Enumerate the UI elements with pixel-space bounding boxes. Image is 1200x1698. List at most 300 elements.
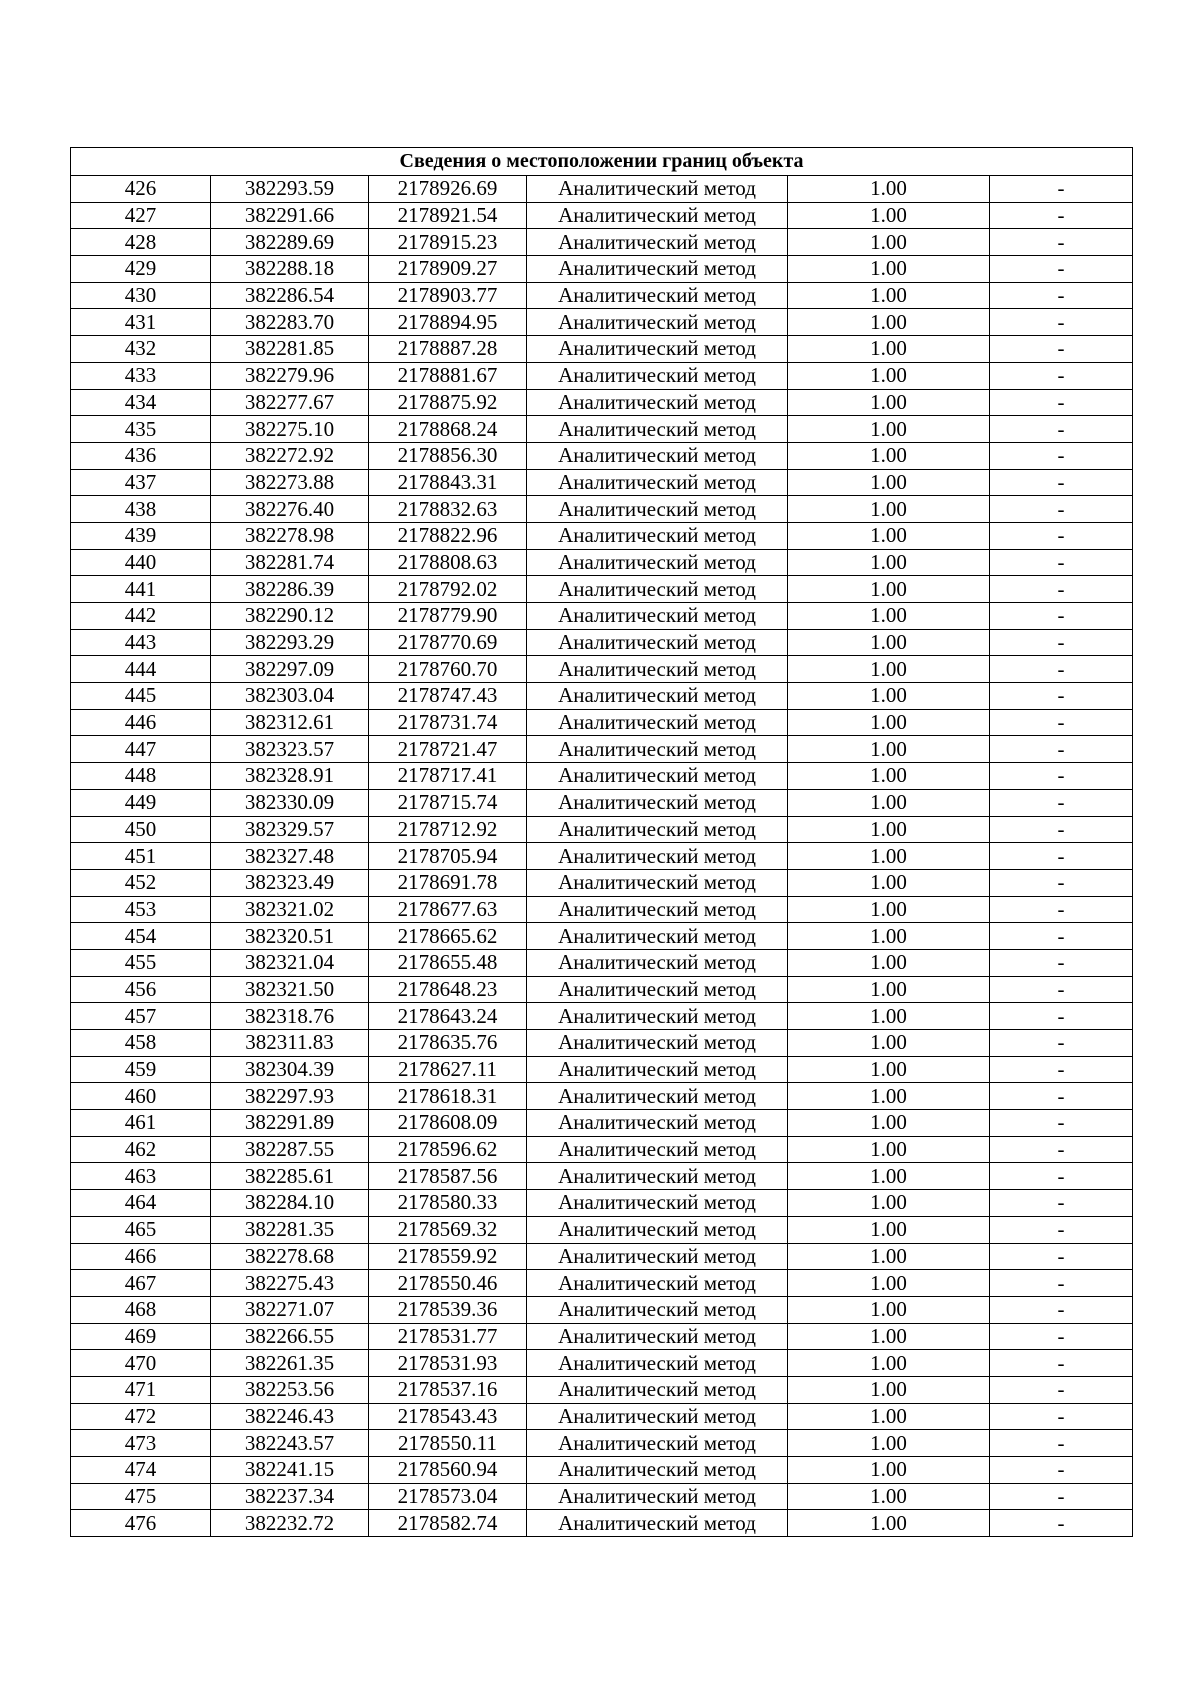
y-coordinate-cell: 2178618.31: [369, 1083, 527, 1110]
description-cell: -: [990, 683, 1133, 710]
method-cell: Аналитический метод: [527, 656, 788, 683]
table-row: [71, 176, 1133, 203]
x-coordinate-cell: 382320.51: [211, 923, 369, 950]
table-row: [71, 736, 1133, 763]
table-title: Сведения о местоположении границ объекта: [71, 148, 1133, 176]
method-cell: Аналитический метод: [527, 549, 788, 576]
description-cell: -: [990, 1216, 1133, 1243]
method-cell: Аналитический метод: [527, 949, 788, 976]
description-cell: -: [990, 1296, 1133, 1323]
y-coordinate-cell: 2178822.96: [369, 522, 527, 549]
y-coordinate-cell: 2178569.32: [369, 1216, 527, 1243]
accuracy-cell: 1.00: [788, 1003, 990, 1030]
x-coordinate-cell: 382237.34: [211, 1483, 369, 1510]
point-number-cell: 438: [71, 496, 211, 523]
point-number-cell: 468: [71, 1296, 211, 1323]
accuracy-cell: 1.00: [788, 1110, 990, 1137]
y-coordinate-cell: 2178887.28: [369, 336, 527, 363]
point-number-cell: 461: [71, 1110, 211, 1137]
method-cell: Аналитический метод: [527, 923, 788, 950]
y-coordinate-cell: 2178531.77: [369, 1323, 527, 1350]
description-cell: -: [990, 256, 1133, 283]
accuracy-cell: 1.00: [788, 763, 990, 790]
description-cell: -: [990, 469, 1133, 496]
method-cell: Аналитический метод: [527, 603, 788, 630]
method-cell: Аналитический метод: [527, 1323, 788, 1350]
method-cell: Аналитический метод: [527, 176, 788, 203]
accuracy-cell: 1.00: [788, 282, 990, 309]
table-row: [71, 1056, 1133, 1083]
method-cell: Аналитический метод: [527, 1350, 788, 1377]
x-coordinate-cell: 382291.89: [211, 1110, 369, 1137]
accuracy-cell: 1.00: [788, 843, 990, 870]
table-row: [71, 496, 1133, 523]
description-cell: -: [990, 549, 1133, 576]
table-row: [71, 1270, 1133, 1297]
accuracy-cell: 1.00: [788, 603, 990, 630]
accuracy-cell: 1.00: [788, 976, 990, 1003]
point-number-cell: 432: [71, 336, 211, 363]
method-cell: Аналитический метод: [527, 629, 788, 656]
description-cell: -: [990, 309, 1133, 336]
x-coordinate-cell: 382272.92: [211, 442, 369, 469]
table-row: [71, 603, 1133, 630]
point-number-cell: 454: [71, 923, 211, 950]
description-cell: -: [990, 816, 1133, 843]
description-cell: -: [990, 229, 1133, 256]
point-number-cell: 464: [71, 1190, 211, 1217]
x-coordinate-cell: 382329.57: [211, 816, 369, 843]
method-cell: Аналитический метод: [527, 1457, 788, 1484]
accuracy-cell: 1.00: [788, 336, 990, 363]
description-cell: -: [990, 1110, 1133, 1137]
table-row: [71, 1323, 1133, 1350]
table-row: [71, 576, 1133, 603]
y-coordinate-cell: 2178770.69: [369, 629, 527, 656]
method-cell: Аналитический метод: [527, 389, 788, 416]
y-coordinate-cell: 2178550.46: [369, 1270, 527, 1297]
point-number-cell: 453: [71, 896, 211, 923]
boundary-coordinates-table: [70, 147, 1133, 1537]
table-row: [71, 282, 1133, 309]
x-coordinate-cell: 382321.04: [211, 949, 369, 976]
description-cell: -: [990, 656, 1133, 683]
table-row: [71, 949, 1133, 976]
accuracy-cell: 1.00: [788, 469, 990, 496]
accuracy-cell: 1.00: [788, 229, 990, 256]
x-coordinate-cell: 382330.09: [211, 789, 369, 816]
y-coordinate-cell: 2178909.27: [369, 256, 527, 283]
point-number-cell: 428: [71, 229, 211, 256]
description-cell: -: [990, 416, 1133, 443]
point-number-cell: 433: [71, 362, 211, 389]
table-row: [71, 1030, 1133, 1057]
accuracy-cell: 1.00: [788, 1243, 990, 1270]
y-coordinate-cell: 2178537.16: [369, 1376, 527, 1403]
point-number-cell: 474: [71, 1457, 211, 1484]
y-coordinate-cell: 2178747.43: [369, 683, 527, 710]
table-row: [71, 843, 1133, 870]
x-coordinate-cell: 382321.50: [211, 976, 369, 1003]
description-cell: -: [990, 629, 1133, 656]
accuracy-cell: 1.00: [788, 1430, 990, 1457]
x-coordinate-cell: 382286.39: [211, 576, 369, 603]
point-number-cell: 426: [71, 176, 211, 203]
description-cell: -: [990, 1483, 1133, 1510]
method-cell: Аналитический метод: [527, 282, 788, 309]
point-number-cell: 451: [71, 843, 211, 870]
description-cell: -: [990, 869, 1133, 896]
y-coordinate-cell: 2178550.11: [369, 1430, 527, 1457]
point-number-cell: 460: [71, 1083, 211, 1110]
point-number-cell: 469: [71, 1323, 211, 1350]
accuracy-cell: 1.00: [788, 1190, 990, 1217]
method-cell: Аналитический метод: [527, 1430, 788, 1457]
table-row: [71, 1083, 1133, 1110]
y-coordinate-cell: 2178608.09: [369, 1110, 527, 1137]
description-cell: -: [990, 282, 1133, 309]
table-row: [71, 309, 1133, 336]
method-cell: Аналитический метод: [527, 816, 788, 843]
accuracy-cell: 1.00: [788, 389, 990, 416]
table-title-row: [71, 148, 1133, 176]
table-body: [71, 176, 1133, 1537]
description-cell: -: [990, 1430, 1133, 1457]
table-row: [71, 469, 1133, 496]
y-coordinate-cell: 2178832.63: [369, 496, 527, 523]
point-number-cell: 442: [71, 603, 211, 630]
accuracy-cell: 1.00: [788, 1136, 990, 1163]
table-row: [71, 683, 1133, 710]
point-number-cell: 467: [71, 1270, 211, 1297]
description-cell: -: [990, 362, 1133, 389]
table-row: [71, 1243, 1133, 1270]
x-coordinate-cell: 382290.12: [211, 603, 369, 630]
x-coordinate-cell: 382284.10: [211, 1190, 369, 1217]
y-coordinate-cell: 2178665.62: [369, 923, 527, 950]
point-number-cell: 471: [71, 1376, 211, 1403]
accuracy-cell: 1.00: [788, 709, 990, 736]
y-coordinate-cell: 2178677.63: [369, 896, 527, 923]
description-cell: -: [990, 1083, 1133, 1110]
x-coordinate-cell: 382275.43: [211, 1270, 369, 1297]
description-cell: -: [990, 843, 1133, 870]
x-coordinate-cell: 382271.07: [211, 1296, 369, 1323]
description-cell: -: [990, 603, 1133, 630]
method-cell: Аналитический метод: [527, 416, 788, 443]
y-coordinate-cell: 2178643.24: [369, 1003, 527, 1030]
point-number-cell: 436: [71, 442, 211, 469]
x-coordinate-cell: 382275.10: [211, 416, 369, 443]
x-coordinate-cell: 382277.67: [211, 389, 369, 416]
y-coordinate-cell: 2178875.92: [369, 389, 527, 416]
point-number-cell: 475: [71, 1483, 211, 1510]
method-cell: Аналитический метод: [527, 1510, 788, 1537]
accuracy-cell: 1.00: [788, 442, 990, 469]
y-coordinate-cell: 2178655.48: [369, 949, 527, 976]
y-coordinate-cell: 2178635.76: [369, 1030, 527, 1057]
table-row: [71, 789, 1133, 816]
description-cell: -: [990, 1323, 1133, 1350]
accuracy-cell: 1.00: [788, 816, 990, 843]
description-cell: -: [990, 1270, 1133, 1297]
method-cell: Аналитический метод: [527, 1296, 788, 1323]
accuracy-cell: 1.00: [788, 629, 990, 656]
table-row: [71, 416, 1133, 443]
table-row: [71, 1430, 1133, 1457]
method-cell: Аналитический метод: [527, 309, 788, 336]
table-row: [71, 869, 1133, 896]
accuracy-cell: 1.00: [788, 362, 990, 389]
x-coordinate-cell: 382286.54: [211, 282, 369, 309]
description-cell: -: [990, 389, 1133, 416]
method-cell: Аналитический метод: [527, 362, 788, 389]
y-coordinate-cell: 2178715.74: [369, 789, 527, 816]
table-row: [71, 763, 1133, 790]
table-row: [71, 229, 1133, 256]
x-coordinate-cell: 382232.72: [211, 1510, 369, 1537]
y-coordinate-cell: 2178587.56: [369, 1163, 527, 1190]
table-row: [71, 1136, 1133, 1163]
point-number-cell: 431: [71, 309, 211, 336]
point-number-cell: 465: [71, 1216, 211, 1243]
method-cell: Аналитический метод: [527, 683, 788, 710]
method-cell: Аналитический метод: [527, 1243, 788, 1270]
method-cell: Аналитический метод: [527, 1030, 788, 1057]
x-coordinate-cell: 382321.02: [211, 896, 369, 923]
y-coordinate-cell: 2178856.30: [369, 442, 527, 469]
point-number-cell: 476: [71, 1510, 211, 1537]
x-coordinate-cell: 382278.68: [211, 1243, 369, 1270]
description-cell: -: [990, 176, 1133, 203]
x-coordinate-cell: 382281.74: [211, 549, 369, 576]
method-cell: Аналитический метод: [527, 1003, 788, 1030]
description-cell: -: [990, 789, 1133, 816]
x-coordinate-cell: 382241.15: [211, 1457, 369, 1484]
y-coordinate-cell: 2178543.43: [369, 1403, 527, 1430]
method-cell: Аналитический метод: [527, 896, 788, 923]
method-cell: Аналитический метод: [527, 1136, 788, 1163]
method-cell: Аналитический метод: [527, 1190, 788, 1217]
y-coordinate-cell: 2178717.41: [369, 763, 527, 790]
table-row: [71, 1376, 1133, 1403]
point-number-cell: 441: [71, 576, 211, 603]
method-cell: Аналитический метод: [527, 202, 788, 229]
table-row: [71, 442, 1133, 469]
x-coordinate-cell: 382243.57: [211, 1430, 369, 1457]
description-cell: -: [990, 202, 1133, 229]
point-number-cell: 452: [71, 869, 211, 896]
accuracy-cell: 1.00: [788, 1216, 990, 1243]
x-coordinate-cell: 382253.56: [211, 1376, 369, 1403]
table-row: [71, 549, 1133, 576]
y-coordinate-cell: 2178573.04: [369, 1483, 527, 1510]
y-coordinate-cell: 2178539.36: [369, 1296, 527, 1323]
table-row: [71, 1483, 1133, 1510]
y-coordinate-cell: 2178881.67: [369, 362, 527, 389]
point-number-cell: 440: [71, 549, 211, 576]
x-coordinate-cell: 382327.48: [211, 843, 369, 870]
description-cell: -: [990, 1510, 1133, 1537]
table-row: [71, 629, 1133, 656]
method-cell: Аналитический метод: [527, 869, 788, 896]
x-coordinate-cell: 382293.29: [211, 629, 369, 656]
x-coordinate-cell: 382266.55: [211, 1323, 369, 1350]
method-cell: Аналитический метод: [527, 256, 788, 283]
description-cell: -: [990, 923, 1133, 950]
x-coordinate-cell: 382281.85: [211, 336, 369, 363]
y-coordinate-cell: 2178894.95: [369, 309, 527, 336]
point-number-cell: 427: [71, 202, 211, 229]
table-row: [71, 1457, 1133, 1484]
point-number-cell: 448: [71, 763, 211, 790]
description-cell: -: [990, 496, 1133, 523]
table-row: [71, 1163, 1133, 1190]
x-coordinate-cell: 382297.93: [211, 1083, 369, 1110]
x-coordinate-cell: 382312.61: [211, 709, 369, 736]
point-number-cell: 445: [71, 683, 211, 710]
y-coordinate-cell: 2178705.94: [369, 843, 527, 870]
accuracy-cell: 1.00: [788, 522, 990, 549]
y-coordinate-cell: 2178921.54: [369, 202, 527, 229]
x-coordinate-cell: 382311.83: [211, 1030, 369, 1057]
table-row: [71, 389, 1133, 416]
point-number-cell: 473: [71, 1430, 211, 1457]
y-coordinate-cell: 2178903.77: [369, 282, 527, 309]
x-coordinate-cell: 382285.61: [211, 1163, 369, 1190]
accuracy-cell: 1.00: [788, 1270, 990, 1297]
description-cell: -: [990, 336, 1133, 363]
method-cell: Аналитический метод: [527, 1110, 788, 1137]
y-coordinate-cell: 2178712.92: [369, 816, 527, 843]
point-number-cell: 472: [71, 1403, 211, 1430]
y-coordinate-cell: 2178926.69: [369, 176, 527, 203]
point-number-cell: 462: [71, 1136, 211, 1163]
table-row: [71, 1296, 1133, 1323]
method-cell: Аналитический метод: [527, 1270, 788, 1297]
description-cell: -: [990, 576, 1133, 603]
description-cell: -: [990, 442, 1133, 469]
x-coordinate-cell: 382278.98: [211, 522, 369, 549]
description-cell: -: [990, 1163, 1133, 1190]
accuracy-cell: 1.00: [788, 1323, 990, 1350]
table-row: [71, 256, 1133, 283]
x-coordinate-cell: 382291.66: [211, 202, 369, 229]
x-coordinate-cell: 382287.55: [211, 1136, 369, 1163]
x-coordinate-cell: 382276.40: [211, 496, 369, 523]
point-number-cell: 434: [71, 389, 211, 416]
accuracy-cell: 1.00: [788, 656, 990, 683]
x-coordinate-cell: 382318.76: [211, 1003, 369, 1030]
method-cell: Аналитический метод: [527, 789, 788, 816]
method-cell: Аналитический метод: [527, 1163, 788, 1190]
x-coordinate-cell: 382273.88: [211, 469, 369, 496]
description-cell: -: [990, 709, 1133, 736]
point-number-cell: 463: [71, 1163, 211, 1190]
point-number-cell: 443: [71, 629, 211, 656]
table-row: [71, 1510, 1133, 1537]
accuracy-cell: 1.00: [788, 1163, 990, 1190]
accuracy-cell: 1.00: [788, 789, 990, 816]
y-coordinate-cell: 2178596.62: [369, 1136, 527, 1163]
table-row: [71, 362, 1133, 389]
point-number-cell: 457: [71, 1003, 211, 1030]
point-number-cell: 459: [71, 1056, 211, 1083]
point-number-cell: 444: [71, 656, 211, 683]
accuracy-cell: 1.00: [788, 549, 990, 576]
description-cell: -: [990, 1350, 1133, 1377]
table-row: [71, 1003, 1133, 1030]
accuracy-cell: 1.00: [788, 496, 990, 523]
y-coordinate-cell: 2178560.94: [369, 1457, 527, 1484]
accuracy-cell: 1.00: [788, 256, 990, 283]
method-cell: Аналитический метод: [527, 976, 788, 1003]
method-cell: Аналитический метод: [527, 496, 788, 523]
accuracy-cell: 1.00: [788, 416, 990, 443]
point-number-cell: 429: [71, 256, 211, 283]
y-coordinate-cell: 2178779.90: [369, 603, 527, 630]
method-cell: Аналитический метод: [527, 336, 788, 363]
accuracy-cell: 1.00: [788, 1296, 990, 1323]
table-row: [71, 709, 1133, 736]
x-coordinate-cell: 382303.04: [211, 683, 369, 710]
y-coordinate-cell: 2178582.74: [369, 1510, 527, 1537]
point-number-cell: 455: [71, 949, 211, 976]
description-cell: -: [990, 1457, 1133, 1484]
description-cell: -: [990, 896, 1133, 923]
y-coordinate-cell: 2178691.78: [369, 869, 527, 896]
point-number-cell: 439: [71, 522, 211, 549]
method-cell: Аналитический метод: [527, 1403, 788, 1430]
accuracy-cell: 1.00: [788, 1510, 990, 1537]
x-coordinate-cell: 382297.09: [211, 656, 369, 683]
accuracy-cell: 1.00: [788, 1376, 990, 1403]
description-cell: -: [990, 1376, 1133, 1403]
method-cell: Аналитический метод: [527, 1216, 788, 1243]
description-cell: -: [990, 1136, 1133, 1163]
accuracy-cell: 1.00: [788, 1457, 990, 1484]
x-coordinate-cell: 382283.70: [211, 309, 369, 336]
point-number-cell: 456: [71, 976, 211, 1003]
y-coordinate-cell: 2178731.74: [369, 709, 527, 736]
point-number-cell: 449: [71, 789, 211, 816]
accuracy-cell: 1.00: [788, 736, 990, 763]
accuracy-cell: 1.00: [788, 1350, 990, 1377]
y-coordinate-cell: 2178808.63: [369, 549, 527, 576]
accuracy-cell: 1.00: [788, 683, 990, 710]
y-coordinate-cell: 2178648.23: [369, 976, 527, 1003]
table-row: [71, 1190, 1133, 1217]
y-coordinate-cell: 2178559.92: [369, 1243, 527, 1270]
table-row: [71, 1216, 1133, 1243]
description-cell: -: [990, 763, 1133, 790]
method-cell: Аналитический метод: [527, 1083, 788, 1110]
y-coordinate-cell: 2178868.24: [369, 416, 527, 443]
table-row: [71, 923, 1133, 950]
table-row: [71, 202, 1133, 229]
x-coordinate-cell: 382304.39: [211, 1056, 369, 1083]
method-cell: Аналитический метод: [527, 763, 788, 790]
table-row: [71, 1403, 1133, 1430]
description-cell: -: [990, 1056, 1133, 1083]
description-cell: -: [990, 1403, 1133, 1430]
description-cell: -: [990, 1003, 1133, 1030]
table-row: [71, 976, 1133, 1003]
table-row: [71, 1350, 1133, 1377]
accuracy-cell: 1.00: [788, 1083, 990, 1110]
x-coordinate-cell: 382288.18: [211, 256, 369, 283]
method-cell: Аналитический метод: [527, 736, 788, 763]
